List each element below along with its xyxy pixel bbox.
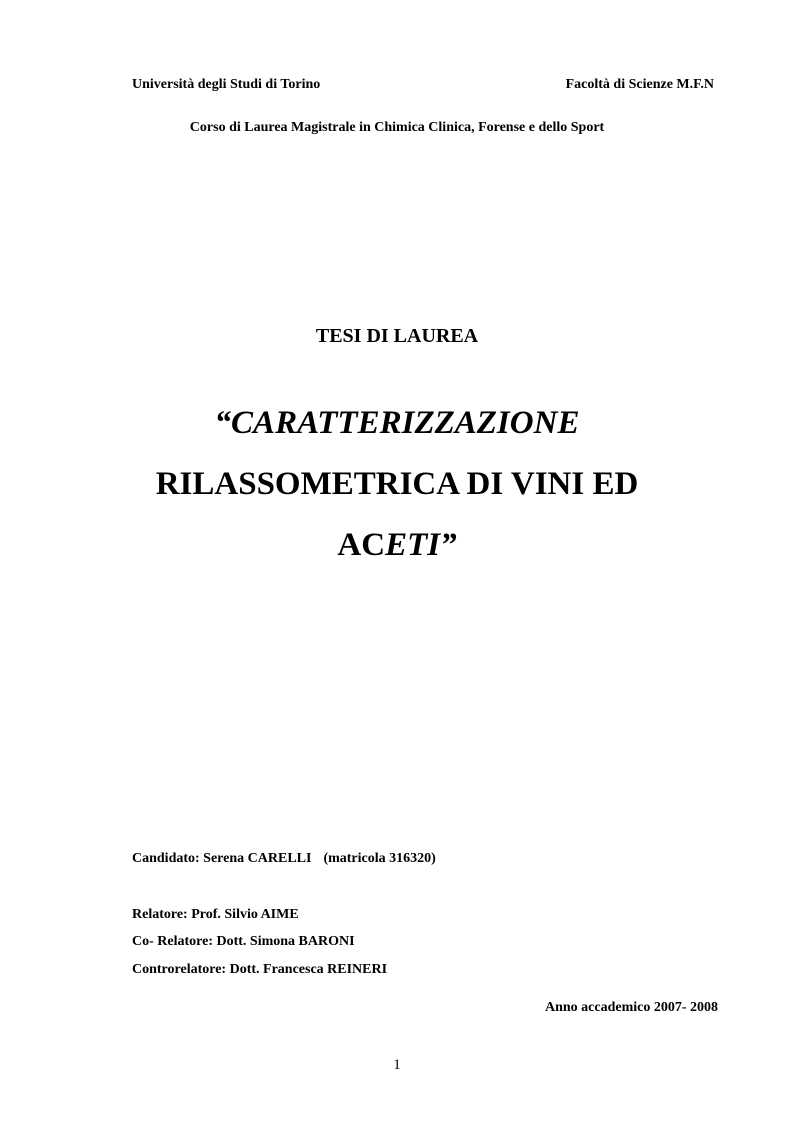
- candidate-matricola: (matricola 316320): [323, 851, 436, 866]
- candidate-name: Candidato: Serena CARELLI: [132, 851, 312, 866]
- candidate-line: [132, 851, 436, 867]
- faculty-name: Facoltà di Scienze M.F.N: [565, 77, 714, 92]
- academic-year: Anno accademico 2007- 2008: [544, 1000, 718, 1015]
- course-name: Corso di Laurea Magistrale in Chimica Clinica, Forense e dello Sport: [189, 120, 605, 135]
- thesis-title-line-2: RILASSOMETRICA DI VINI ED: [155, 466, 639, 502]
- relatore: Relatore: Prof. Silvio AIME: [132, 907, 299, 922]
- thesis-title-line-1: “CARATTERIZZAZIONE: [214, 405, 580, 441]
- co-relatore: Co- Relatore: Dott. Simona BARONI: [132, 934, 355, 949]
- controrelatore: Controrelatore: Dott. Francesca REINERI: [132, 962, 388, 977]
- thesis-title-line-3: [0, 527, 794, 564]
- page-number: 1: [393, 1057, 401, 1073]
- thesis-kind: TESI DI LAUREA: [315, 325, 479, 347]
- thesis-title-line-3-part-a: AC: [337, 527, 386, 563]
- thesis-title-line-3-part-b: ETI”: [385, 527, 457, 563]
- university-name: Università degli Studi di Torino: [132, 77, 321, 92]
